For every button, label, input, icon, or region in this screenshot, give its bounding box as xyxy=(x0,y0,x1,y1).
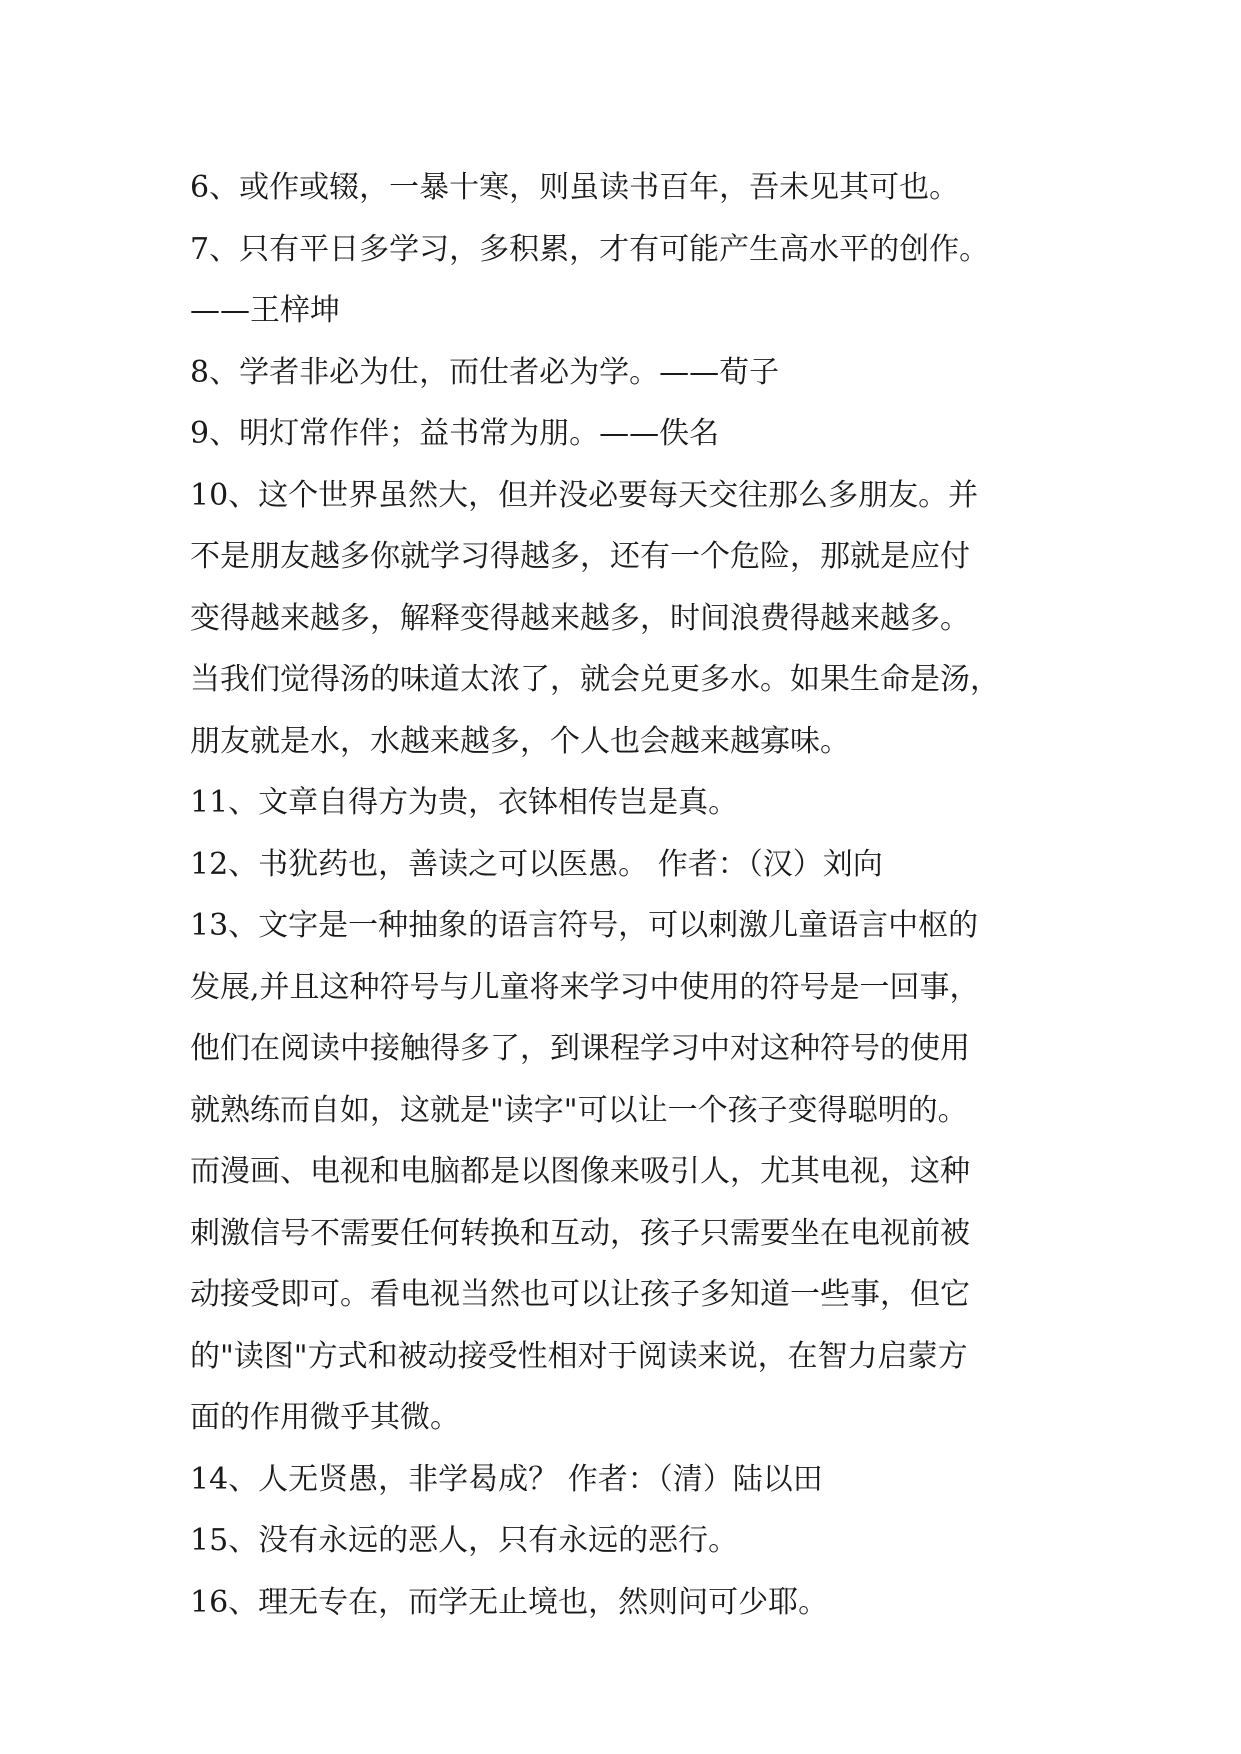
text-line: 7、只有平日多学习，多积累，才有可能产生高水平的创作。 xyxy=(190,231,990,267)
document-body xyxy=(190,157,1070,1633)
text-line: 14、人无贤愚，非学曷成？ 作者：（清）陆以田 xyxy=(190,1461,823,1497)
text-line: 变得越来越多，解释变得越来越多，时间浪费得越来越多。 xyxy=(190,600,970,636)
text-line: 他们在阅读中接触得多了，到课程学习中对这种符号的使用 xyxy=(190,1031,970,1066)
text-line: 15、没有永远的恶人，只有永远的恶行。 xyxy=(190,1523,739,1558)
text-line: 发展,并且这种符号与儿童将来学习中使用的符号是一回事， xyxy=(190,969,980,1005)
text-line: 的"读图"方式和被动接受性相对于阅读来说，在智力启蒙方 xyxy=(190,1338,968,1374)
text-line: 面的作用微乎其微。 xyxy=(190,1400,460,1435)
text-line: 而漫画、电视和电脑都是以图像来吸引人，尤其电视，这种 xyxy=(190,1154,970,1189)
text-line: 13、文字是一种抽象的语言符号，可以刺激儿童语言中枢的 xyxy=(190,908,979,943)
text-line: ——王梓坤 xyxy=(190,293,340,328)
text-line: 就熟练而自如，这就是"读字"可以让一个孩子变得聪明的。 xyxy=(190,1092,968,1128)
text-line: 8、学者非必为仕，而仕者必为学。——荀子 xyxy=(190,354,780,390)
text-line: 6、或作或辍，一暴十寒，则虽读书百年，吾未见其可也。 xyxy=(190,170,960,205)
text-line: 朋友就是水，水越来越多，个人也会越来越寡味。 xyxy=(190,723,850,759)
text-line: 16、理无专在，而学无止境也，然则问可少耶。 xyxy=(190,1584,829,1620)
text-line: 12、书犹药也，善读之可以医愚。 作者：（汉）刘向 xyxy=(190,846,883,882)
text-line: 9、明灯常作伴；益书常为朋。——佚名 xyxy=(190,416,720,451)
text-line: 11、文章自得方为贵，衣钵相传岂是真。 xyxy=(190,785,739,820)
text-line: 刺激信号不需要任何转换和互动，孩子只需要坐在电视前被 xyxy=(190,1215,970,1251)
text-line: 动接受即可。看电视当然也可以让孩子多知道一些事，但它 xyxy=(190,1277,970,1312)
text-line: 当我们觉得汤的味道太浓了，就会兑更多水。如果生命是汤， xyxy=(190,662,1000,697)
text-line: 10、这个世界虽然大，但并没必要每天交往那么多朋友。并 xyxy=(190,477,979,513)
text-line: 不是朋友越多你就学习得越多，还有一个危险，那就是应付 xyxy=(190,539,970,574)
